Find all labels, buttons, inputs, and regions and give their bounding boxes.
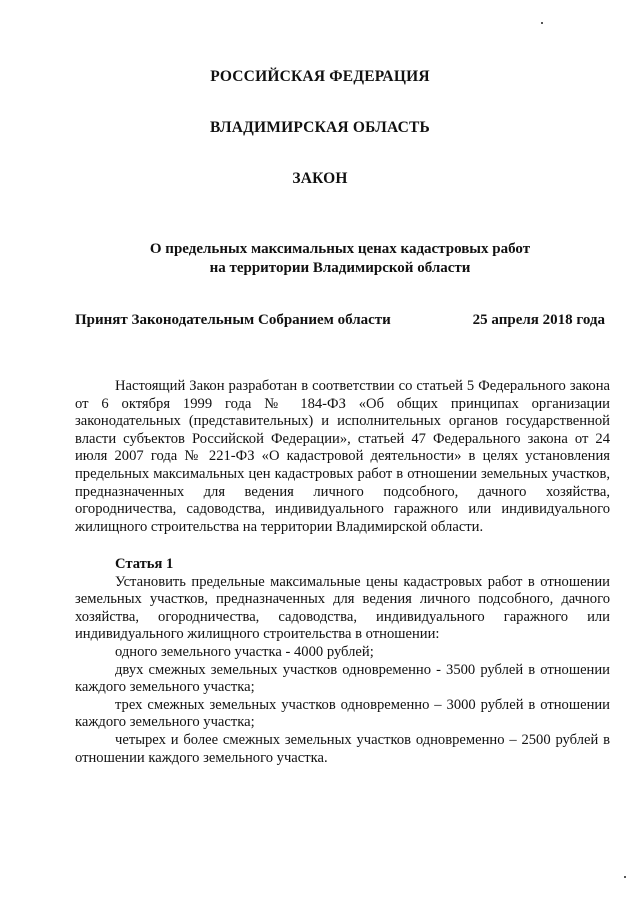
header-region: ВЛАДИМИРСКАЯ ОБЛАСТЬ [210, 119, 430, 136]
adoption-date: 25 апреля 2018 года [472, 312, 605, 328]
law-title [60, 240, 620, 278]
adoption-body: Принят Законодательным Собранием области [75, 312, 391, 328]
preamble [75, 378, 610, 536]
article-1-item: одного земельного участка - 4000 рублей; [115, 643, 374, 660]
scan-mark [541, 22, 543, 24]
article-1-item: четырех и более смежных земельных участков одновременно – 2500 рублей в отношении каждого земельного участка. [75, 731, 610, 766]
header-country: РОССИЙСКАЯ ФЕДЕРАЦИЯ [210, 68, 430, 85]
article-1-heading: Статья 1 [115, 556, 174, 572]
preamble-paragraph: Настоящий Закон разработан в соответствии со статьей 5 Федерального закона от 6 октября 1999 года № 184-ФЗ «Об общих принципах организации законодательных (представительных) и исполнительных органов государственной власти субъектов Российской Федерации», статьей 47 Федерального закона от 24 июля 2007 года № 221-ФЗ «О кадастровой деятельности» в целях установления предельных максимальных цен кадастровых работ в отношении земельных участков, предназначенных для ведения личного подсобного, дачного хозяйства, огородничества, садоводства, индивидуального гаражного или индивидуального жилищного строительства на территории Владимирской области. [75, 378, 610, 535]
article-1-item: трех смежных земельных участков одновременно – 3000 рублей в отношении каждого земельного участка; [75, 696, 610, 731]
article-1 [75, 556, 610, 767]
scan-mark [624, 876, 626, 878]
header-doc-type: ЗАКОН [292, 170, 348, 187]
article-1-intro: Установить предельные максимальные цены кадастровых работ в отношении земельных участков, предназначенных для ведения личного подсобного, дачного хозяйства, огородничества, садоводства, индивидуального гаражного или индивидуального жилищного строительства в отношении: [75, 573, 610, 643]
law-title-line1: О предельных максимальных ценах кадастровых работ [149, 241, 531, 257]
article-1-item: двух смежных земельных участков одновременно - 3500 рублей в отношении каждого земельного участка; [75, 661, 610, 696]
law-title-line2: на территории Владимирской области [209, 260, 471, 276]
